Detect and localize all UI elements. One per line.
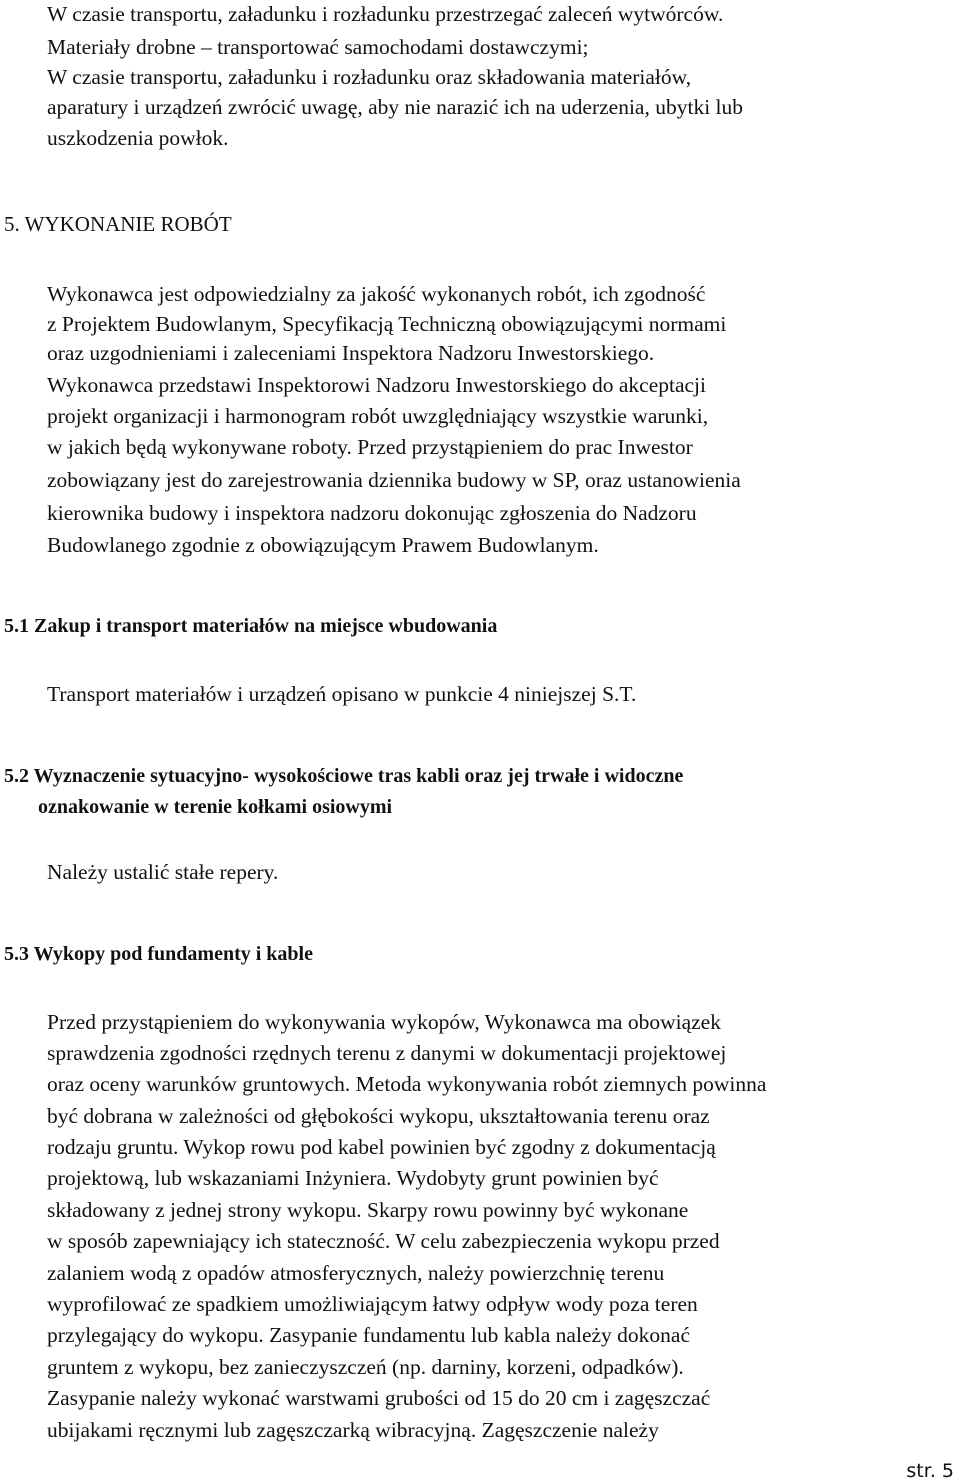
section-5-3-line: gruntem z wykopu, bez zanieczyszczeń (np. darniny, korzeni, odpadków). bbox=[47, 1355, 684, 1379]
section-5-3-line: Przed przystąpieniem do wykonywania wykopów, Wykonawca ma obowiązek bbox=[47, 1010, 721, 1034]
intro-line: Materiały drobne – transportować samochodami dostawczymi; bbox=[47, 35, 589, 59]
section-5-3-line: być dobrana w zależności od głębokości wykopu, ukształtowania terenu oraz bbox=[47, 1104, 710, 1128]
section-5-2-line: Należy ustalić stałe repery. bbox=[47, 860, 279, 884]
section-5-line: Budowlanego zgodnie z obowiązującym Prawem Budowlanym. bbox=[47, 533, 599, 557]
section-5-heading: 5. WYKONANIE ROBÓT bbox=[4, 212, 232, 236]
intro-line: W czasie transportu, załadunku i rozładunku przestrzegać zaleceń wytwórców. bbox=[47, 2, 724, 26]
section-5-line: Wykonawca przedstawi Inspektorowi Nadzoru Inwestorskiego do akceptacji bbox=[47, 373, 707, 397]
section-5-line: oraz uzgodnieniami i zaleceniami Inspektora Nadzoru Inwestorskiego. bbox=[47, 341, 655, 365]
section-5-3-line: zalaniem wodą z opadów atmosferycznych, należy powierzchnię terenu bbox=[47, 1261, 665, 1285]
section-5-2-heading: 5.2 Wyznaczenie sytuacyjno- wysokościowe tras kabli oraz jej trwałe i widoczne bbox=[4, 765, 684, 787]
intro-line: W czasie transportu, załadunku i rozładunku oraz składowania materiałów, bbox=[47, 65, 692, 89]
section-5-3-line: składowany z jednej strony wykopu. Skarpy rowu powinny być wykonane bbox=[47, 1198, 689, 1222]
section-5-line: z Projektem Budowlanym, Specyfikacją Techniczną obowiązującymi normami bbox=[47, 312, 727, 336]
section-5-3-line: wyprofilować ze spadkiem umożliwiającym łatwy odpływ wody poza teren bbox=[47, 1292, 698, 1316]
section-5-line: zobowiązany jest do zarejestrowania dziennika budowy w SP, oraz ustanowienia bbox=[47, 468, 741, 492]
section-5-3-heading: 5.3 Wykopy pod fundamenty i kable bbox=[4, 943, 313, 965]
section-5-3-line: oraz oceny warunków gruntowych. Metoda wykonywania robót ziemnych powinna bbox=[47, 1072, 767, 1096]
section-5-1-line: Transport materiałów i urządzeń opisano w punkcie 4 niniejszej S.T. bbox=[47, 682, 637, 706]
section-5-3-line: ubijakami ręcznymi lub zagęszczarką wibracyjną. Zagęszczenie należy bbox=[47, 1418, 659, 1442]
intro-line: aparatury i urządzeń zwrócić uwagę, aby nie narazić ich na uderzenia, ubytki lub bbox=[47, 95, 744, 119]
section-5-1-heading: 5.1 Zakup i transport materiałów na miejsce wbudowania bbox=[4, 615, 498, 637]
intro-line: uszkodzenia powłok. bbox=[47, 126, 229, 150]
section-5-3-line: przylegający do wykopu. Zasypanie fundamentu lub kabla należy dokonać bbox=[47, 1323, 690, 1347]
section-5-line: kierownika budowy i inspektora nadzoru dokonując zgłoszenia do Nadzoru bbox=[47, 501, 697, 525]
section-5-line: Wykonawca jest odpowiedzialny za jakość wykonanych robót, ich zgodność bbox=[47, 282, 706, 306]
section-5-3-line: sprawdzenia zgodności rzędnych terenu z danymi w dokumentacji projektowej bbox=[47, 1041, 727, 1065]
section-5-3-line: Zasypanie należy wykonać warstwami grubości od 15 do 20 cm i zagęszczać bbox=[47, 1386, 711, 1410]
page-number: str. 5 bbox=[906, 1460, 954, 1482]
section-5-3-line: projektową, lub wskazaniami Inżyniera. Wydobyty grunt powinien być bbox=[47, 1166, 659, 1190]
section-5-3-line: w sposób zapewniający ich stateczność. W celu zabezpieczenia wykopu przed bbox=[47, 1229, 720, 1253]
section-5-line: projekt organizacji i harmonogram robót uwzględniający wszystkie warunki, bbox=[47, 404, 709, 428]
section-5-3-line: rodzaju gruntu. Wykop rowu pod kabel powinien być zgodny z dokumentacją bbox=[47, 1135, 716, 1159]
section-5-2-heading-continued: oznakowanie w terenie kołkami osiowymi bbox=[38, 796, 393, 818]
section-5-line: w jakich będą wykonywane roboty. Przed przystąpieniem do prac Inwestor bbox=[47, 435, 693, 459]
